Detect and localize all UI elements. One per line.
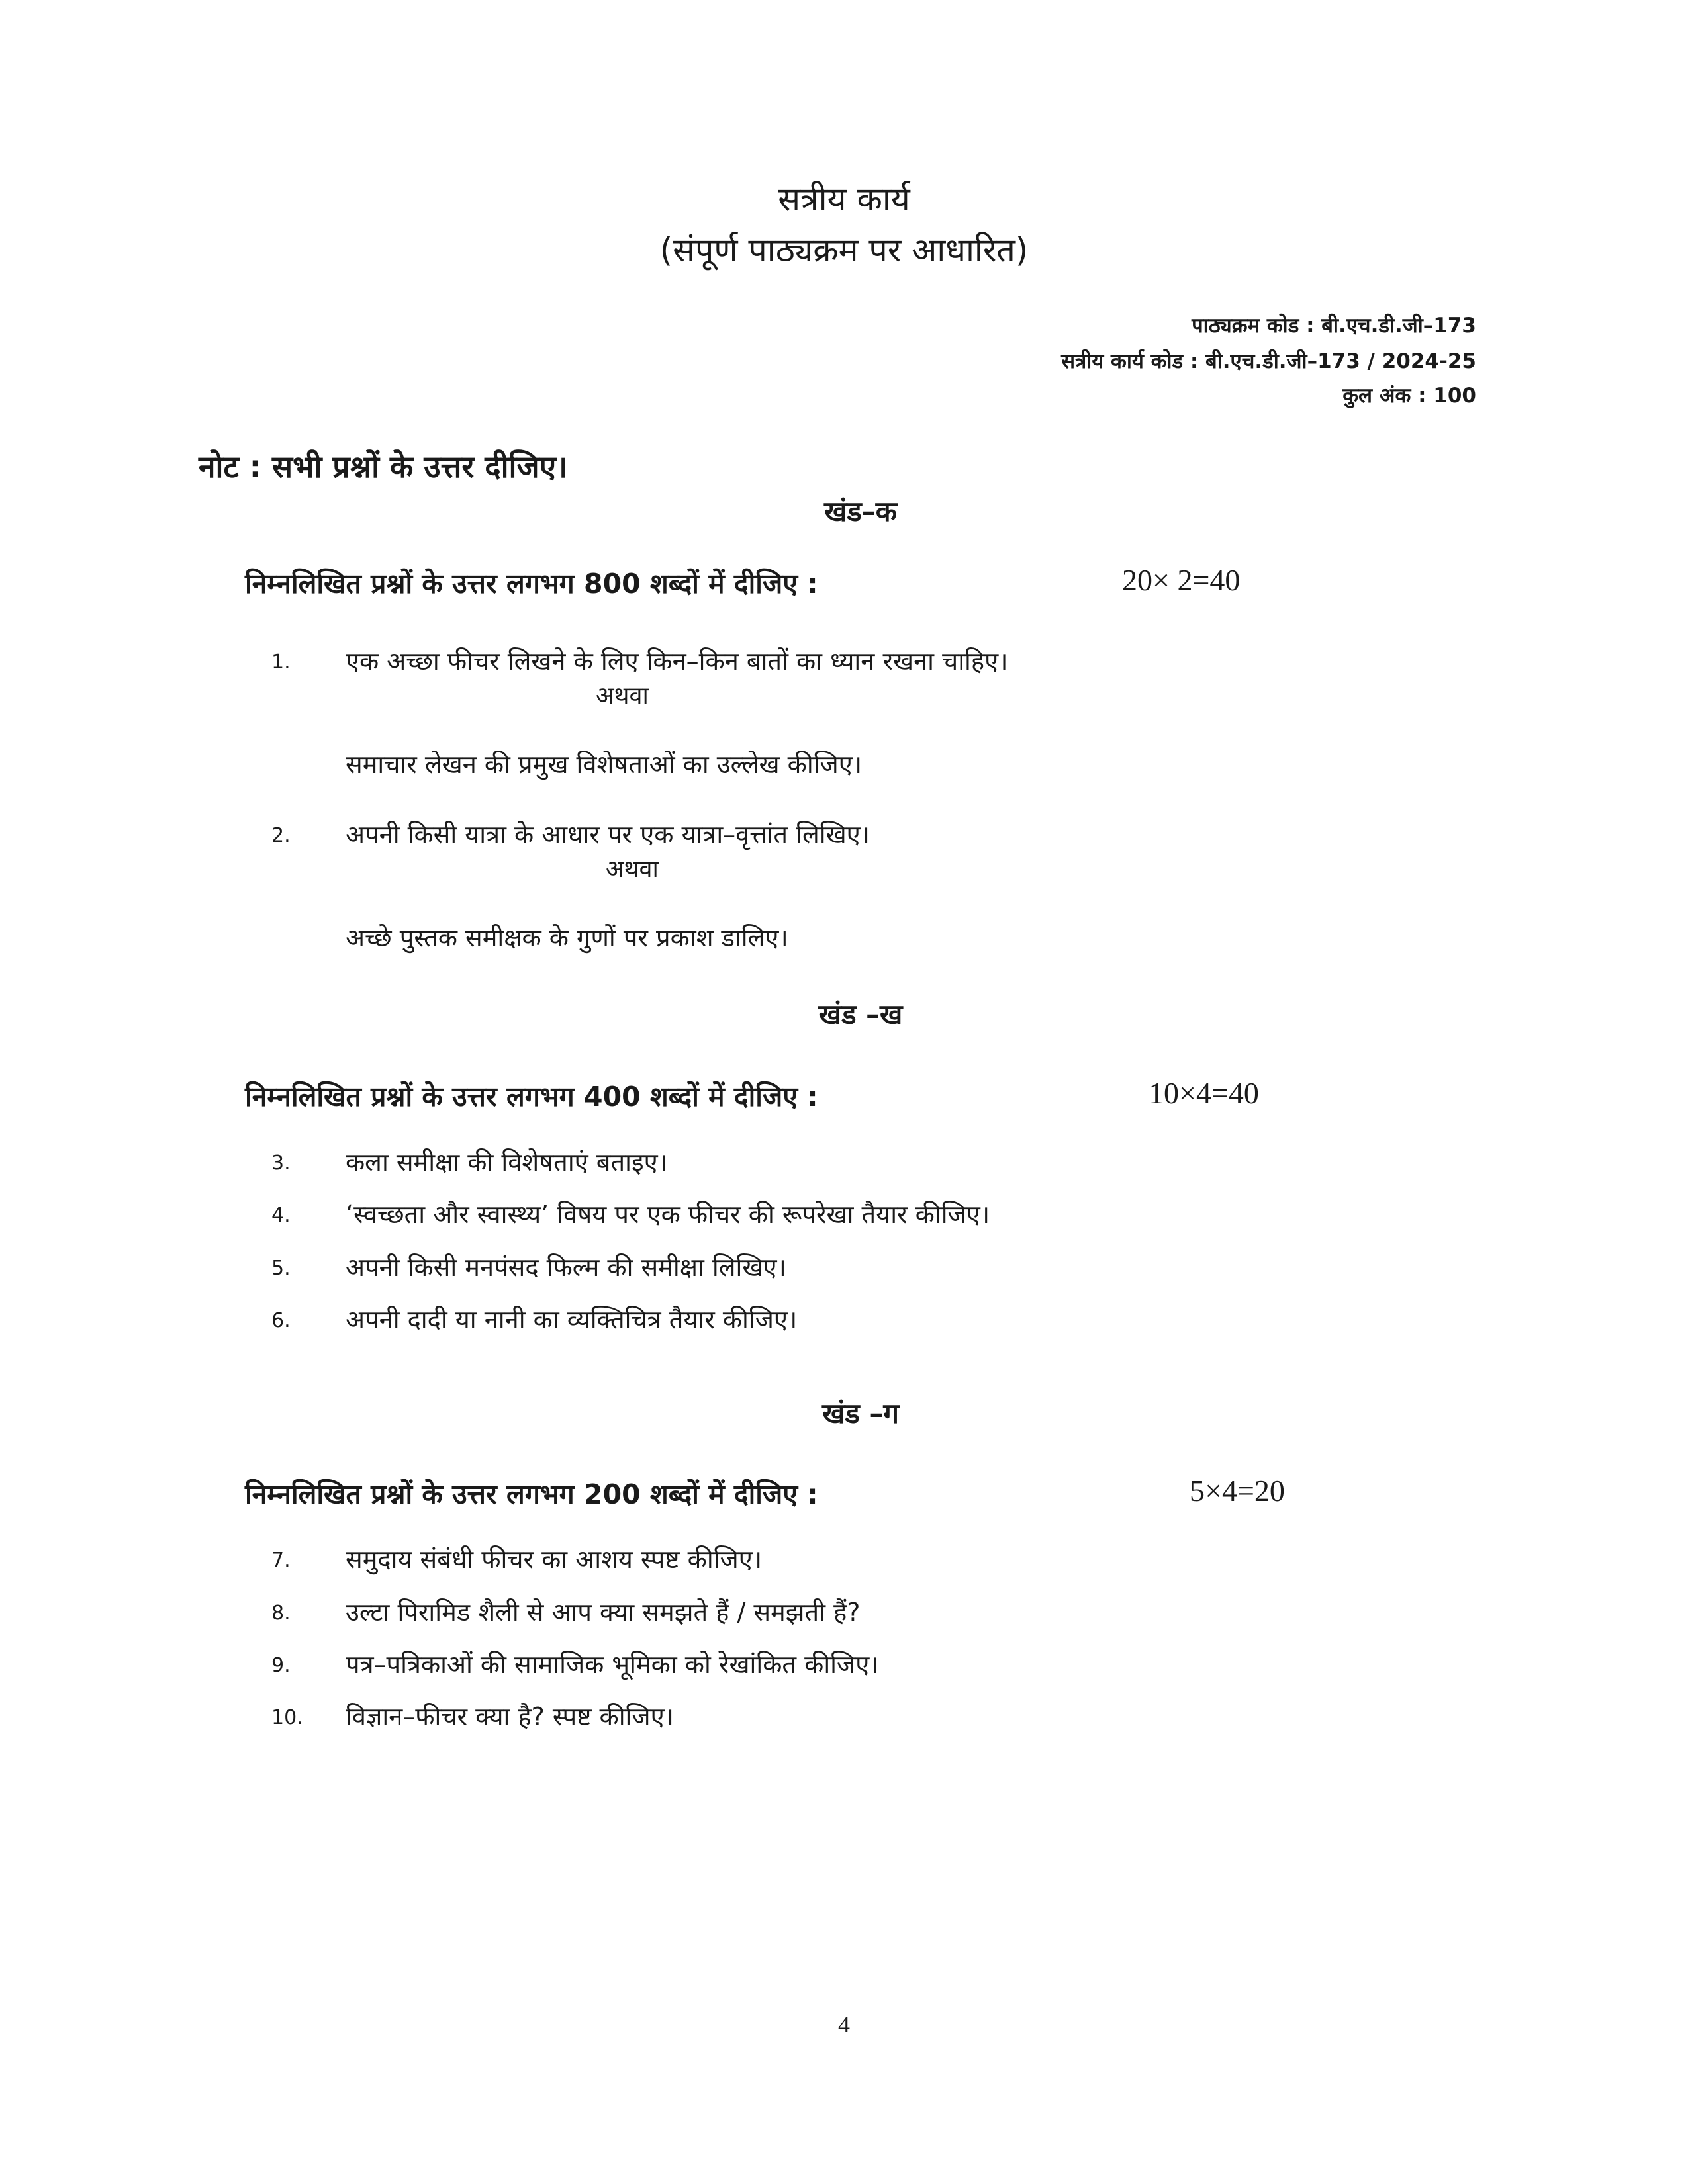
question-number: 2.: [271, 824, 291, 847]
question-number: 6.: [271, 1309, 291, 1332]
section-a-marks: 20× 2=40: [1122, 563, 1241, 597]
question-text: ‘स्वच्छता और स्वास्थ्य’ विषय पर एक फीचर की रूपरेखा तैयार कीजिए।: [346, 1200, 990, 1229]
question-text: अपनी किसी यात्रा के आधार पर एक यात्रा–वृत्तांत लिखिए।: [346, 820, 870, 849]
question-number: 4.: [271, 1204, 291, 1227]
question-number: 5.: [271, 1257, 291, 1280]
note: नोट : सभी प्रश्नों के उत्तर दीजिए।: [199, 449, 568, 484]
question-number: 8.: [271, 1602, 291, 1625]
document-title: सत्रीय कार्य: [778, 180, 910, 218]
question-text: समुदाय संबंधी फीचर का आशय स्पष्ट कीजिए।: [346, 1545, 763, 1574]
section-a-instruction: निम्नलिखित प्रश्नों के उत्तर लगभग 800 शब्दों में दीजिए :: [245, 568, 818, 600]
total-marks: कुल अंक : 100: [1342, 384, 1476, 408]
section-c-marks: 5×4=20: [1190, 1474, 1285, 1508]
or-label: अथवा: [606, 856, 659, 883]
section-b-heading: खंड –ख: [818, 998, 903, 1030]
section-b-instruction: निम्नलिखित प्रश्नों के उत्तर लगभग 400 शब्दों में दीजिए :: [245, 1081, 818, 1113]
or-label: अथवा: [596, 682, 649, 709]
question-number: 7.: [271, 1549, 291, 1572]
section-b-marks: 10×4=40: [1149, 1076, 1259, 1110]
question-text: अपनी दादी या नानी का व्यक्तिचित्र तैयार कीजिए।: [346, 1305, 798, 1334]
question-text: विज्ञान–फीचर क्या है? स्पष्ट कीजिए।: [346, 1702, 674, 1731]
question-text: कला समीक्षा की विशेषताएं बताइए।: [346, 1148, 668, 1177]
question-number: 9.: [271, 1654, 291, 1677]
question-number: 1.: [271, 651, 291, 674]
question-alt-text: समाचार लेखन की प्रमुख विशेषताओं का उल्लेख कीजिए।: [346, 750, 863, 779]
section-c-heading: खंड –ग: [821, 1397, 900, 1430]
question-number: 3.: [271, 1152, 291, 1175]
course-code: पाठ्यक्रम कोड : बी.एच.डी.जी–173: [1192, 314, 1476, 338]
document-subtitle: (संपूर्ण पाठ्यक्रम पर आधारित): [659, 231, 1029, 269]
question-alt-text: अच्छे पुस्तक समीक्षक के गुणों पर प्रकाश डालिए।: [346, 923, 788, 952]
page-number: 4: [838, 2011, 850, 2038]
question-text: पत्र–पत्रिकाओं की सामाजिक भूमिका को रेखांकित कीजिए।: [346, 1650, 879, 1679]
question-text: उल्टा पिरामिड शैली से आप क्या समझते हैं / समझती हैं?: [346, 1598, 861, 1627]
section-a-heading: खंड–क: [823, 495, 898, 527]
section-c-instruction: निम्नलिखित प्रश्नों के उत्तर लगभग 200 शब्दों में दीजिए :: [245, 1479, 818, 1510]
assignment-code: सत्रीय कार्य कोड : बी.एच.डी.जी–173 / 2024-25: [1061, 349, 1476, 373]
question-text: एक अच्छा फीचर लिखने के लिए किन–किन बातों का ध्यान रखना चाहिए।: [346, 647, 1008, 676]
question-text: अपनी किसी मनपंसद फिल्म की समीक्षा लिखिए।: [346, 1253, 786, 1282]
question-number: 10.: [271, 1706, 303, 1729]
